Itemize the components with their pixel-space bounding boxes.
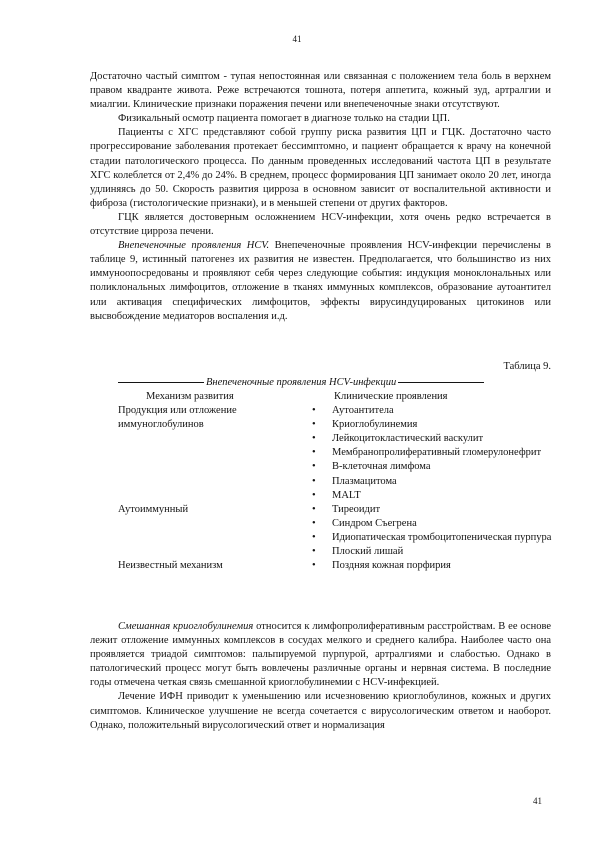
table-title bbox=[118, 376, 558, 390]
paragraph-6-text: относится к лимфопролиферативным расстройствам. В ее основе лежит отложение иммунных комплексов в сосудах мелкого и среднего калибра. Наиболее часто она проявляется триадой симптомов: пальпируемой пурпурой, артралгиями и слабостью. Однако в патологический процесс могут быть вовлечены различные органы и нервная система. В последние годы отмечена четкая связь смешанной криоглобулинемии с HCV-инфекцией. bbox=[90, 621, 551, 689]
paragraph-1: Достаточно частый симптом - тупая непостоянная или связанная с положением тела боль в верхнем правом квадранте живота. Реже встречаются тошнота, потеря аппетита, кожный зуд, артралгии и миалгии. Клинические признаки поражения печени или внепеченочные знаки отсутствуют. bbox=[90, 71, 551, 111]
list-item: • Тиреоидит bbox=[308, 503, 558, 517]
manifestations-table bbox=[118, 390, 558, 573]
body-text-top bbox=[90, 70, 551, 324]
table-row bbox=[118, 404, 558, 503]
mechanism-cell: Аутоиммунный bbox=[118, 503, 189, 515]
list-item: • Поздняя кожная порфирия bbox=[308, 559, 558, 573]
body-text-bottom bbox=[90, 620, 551, 733]
paragraph-6-lead: Смешанная криоглобулинемия bbox=[118, 621, 254, 632]
col-header-mechanism: Механизм развития bbox=[146, 391, 234, 402]
list-item: • Плоский лишай bbox=[308, 545, 558, 559]
table-row bbox=[118, 503, 558, 559]
table-caption: Таблица 9. bbox=[503, 361, 551, 372]
list-item: • Аутоантитела bbox=[308, 404, 558, 418]
table-row bbox=[118, 559, 558, 573]
manifestations-cell bbox=[308, 404, 558, 503]
list-item: • Лейкоцитокластический васкулит bbox=[308, 432, 558, 446]
page-number-top: 41 bbox=[292, 34, 302, 44]
paragraph-4: ГЦК является достоверным осложнением HCV-инфекции, хотя очень редко встречается в отсутствие цирроза печени. bbox=[90, 211, 551, 238]
list-item: • Плазмацитома bbox=[308, 475, 558, 489]
list-item: • В-клеточная лимфома bbox=[308, 460, 558, 474]
table-header bbox=[118, 390, 558, 404]
list-item: • Синдром Съегрена bbox=[308, 517, 558, 531]
paragraph-3: Пациенты с ХГС представляют собой группу риска развития ЦП и ГЦК. Достаточно часто прогрессирование заболевания протекает бессимптомно, и пациент обращается к врачу на конечной стадии патологического процесса. По данным проведенных исследований частота ЦП в результате ХГС колеблется от 2,4% до 24%. В среднем, процесс формирования ЦП занимает около 20 лет, иногда удлиняясь до 50. Скорость развития цирроза в основном зависит от воспалительной активности и фиброза (гистологические признаки), и в меньшей степени от других факторов. bbox=[90, 127, 551, 209]
paragraph-5 bbox=[90, 239, 551, 324]
paragraph-2: Физикальный осмотр пациента помогает в диагнозе только на стадии ЦП. bbox=[118, 113, 450, 125]
title-rule-right bbox=[398, 382, 484, 383]
paragraph-7: Лечение ИФН приводит к уменьшению или исчезновению криоглобулинов, кожных и других симптомов. Клиническое улучшение не всегда сочетается с вирусологическим ответом и наоборот. Однако, положительный вирусологический ответ и нормализация bbox=[90, 691, 551, 731]
paragraph-5-text: Внепеченочные проявления HCV-инфекции перечислены в таблице 9, истинный патогенез их развития не известен. Предполагается, что большинство из них иммуноопосредованы и проявляют себя через следующие события: индукция моноклональных или поликлональных лимфоцитов, отложение в тканях иммунных комплексов, образование аутоантител или активация специфических лимфоцитов, эффекты вирусиндуцированых цитокинов или высвобождение медиаторов воспаления и.д. bbox=[90, 240, 551, 322]
mechanism-cell: Продукция или отложение иммуноглобулинов bbox=[118, 405, 237, 431]
paragraph-5-lead: Внепеченочные проявления HCV. bbox=[118, 240, 270, 252]
page-number-bottom: 41 bbox=[533, 796, 542, 806]
list-item: • Идиопатическая тромбоцитопеническая пурпура bbox=[308, 531, 558, 545]
list-item: • Криоглобулинемия bbox=[308, 418, 558, 432]
col-header-manifestations: Клинические проявления bbox=[334, 391, 448, 402]
list-item: • MALT bbox=[308, 489, 558, 503]
list-item: • Мембранопролиферативный гломерулонефрит bbox=[308, 446, 558, 460]
manifestations-cell bbox=[308, 559, 558, 573]
manifestations-cell bbox=[308, 503, 558, 559]
title-rule-left bbox=[118, 382, 204, 383]
table-title-text: Внепеченочные проявления HCV-инфекции bbox=[206, 377, 397, 388]
mechanism-cell: Неизвестный механизм bbox=[118, 560, 223, 572]
paragraph-6 bbox=[90, 620, 551, 690]
